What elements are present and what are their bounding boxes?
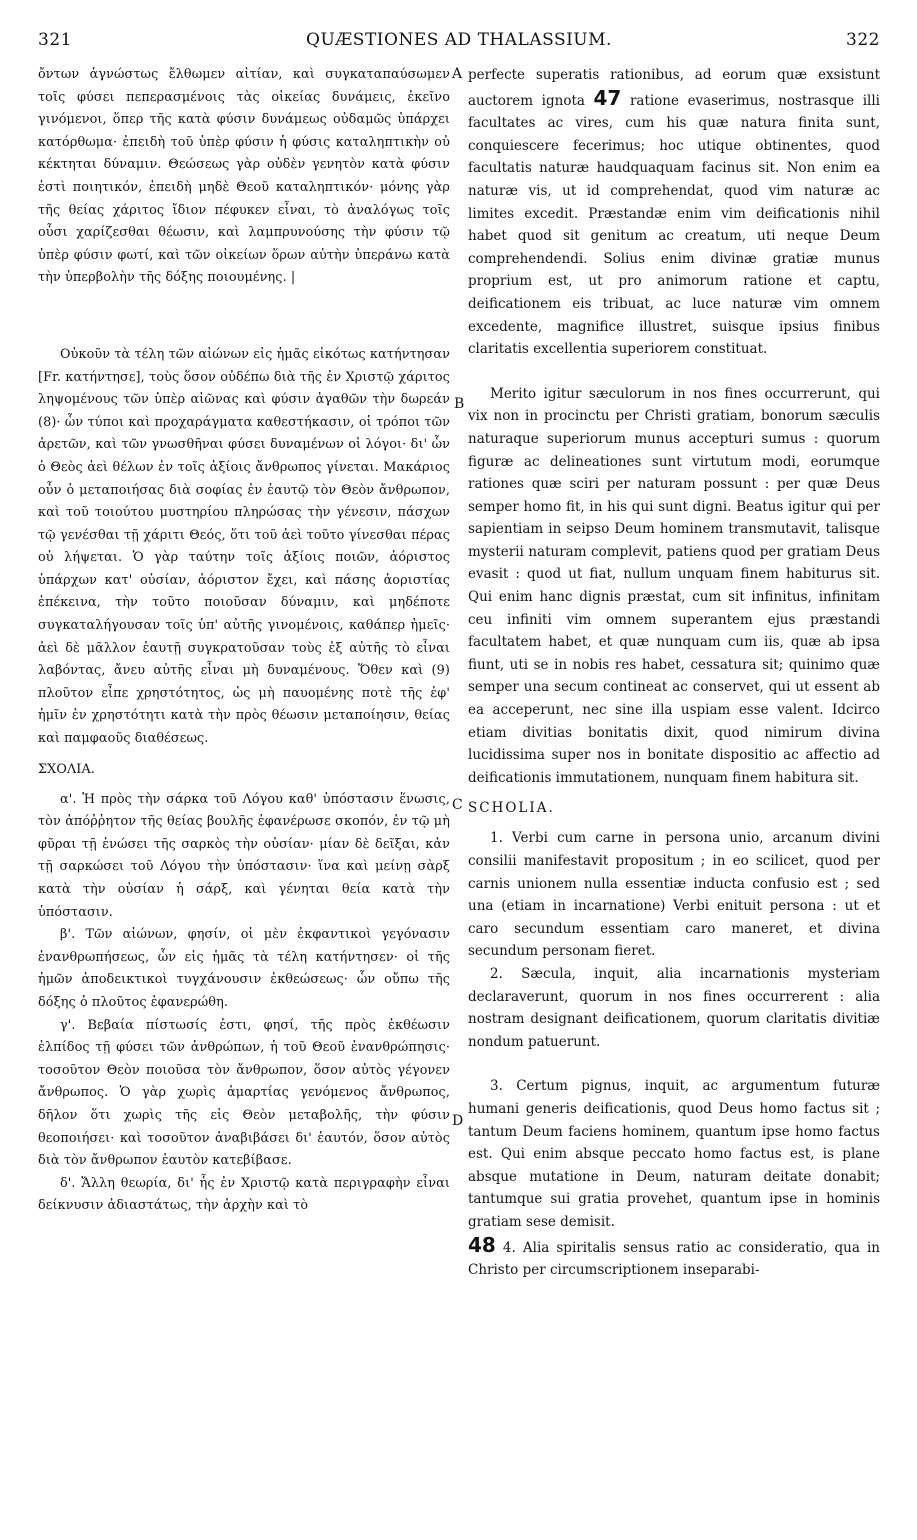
page-marker-48: 48 bbox=[468, 1232, 496, 1257]
margin-letter-b: B bbox=[454, 396, 465, 412]
running-title: QUÆSTIONES AD THALASSIUM. bbox=[306, 30, 612, 50]
margin-letter-d: D bbox=[452, 1113, 464, 1129]
latin-scholion-2: 2. Sæcula, inquit, alia incarnationis mysteriam declaraverunt, quorum in nos fines occurrerent : alia nostram designant deificationem, quorum claritatis divitiæ nondum patuerunt. bbox=[468, 965, 880, 1050]
greek-paragraph-2: Οὐκοῦν τὰ τέλη τῶν αἰώνων εἰς ἡμᾶς εἰκότως κατήντησαν [Fr. κατήντησε], τοὺς ὅσον οὐδέπω διὰ τῆς ἐν Χριστῷ χάριτος ληψομένους τῶν ὑπὲρ αἰῶνας καὶ φύσιν ἀγαθῶν τὴν δωρεάν (8)· ὧν τύποι καὶ προχαράγματα καθεστήκασιν, οἱ τρόποι τῶν ἀρετῶν, καὶ τῶν γνωσθῆναι φύσει δυναμένων οἱ λόγοι· δι' ὧν ὁ Θεὸς ἀεὶ θέλων ἐν τοῖς ἀξίοις ἄνθρωπος γίνεται. Μακάριος οὖν ὁ μεταποιήσας διὰ σοφίας ἐν ἑαυτῷ τὸν Θεὸν ἄνθρωπον, καὶ τοῦ τοιούτου μυστηρίου πληρώσας τὴν γένεσιν, πάσχων τῷ γενέσθαι τῇ χάριτι Θεός, ὅτι τοῦ ἀεὶ τοῦτο γίνεσθαι πέρας οὐ λήψεται. Ὁ γὰρ ταύτην τοῖς ἀξίοις ποιῶν, ἀόριστος ὑπάρχων κατ' οὐσίαν, ἀόριστον ἔχει, καὶ πάσης ἀοριστίας ἐπέκεινα, τὴν τοῦτο ποιοῦσαν δύναμιν, καὶ μηδέποτε συγκαταλήγουσαν τοῖς ὑπ' αὐτῆς γινομένοις, καθάπερ ἡμεῖς· ἀεὶ δὲ μᾶλλον ἑαυτῇ συγκρατοῦσαν τοὺς ἐξ αὐτῆς τὸ εἶναι λαβόντας, ἄνευ αὐτῆς εἶναι μὴ δυναμένους. Ὅθεν καὶ (9) πλοῦτον εἶπε χρηστότητος, ὡς μὴ παυομένης ποτὲ τῆς ἐφ' ἡμῖν ἐν χρηστότητι κατὰ τὴν πρὸς θέωσιν μεταποίησιν, θείας καὶ παμφαοῦς διαθέσεως. bbox=[38, 346, 450, 747]
right-page-number: 322 bbox=[846, 30, 880, 50]
latin-paragraph-1 bbox=[468, 64, 880, 361]
left-page-number: 321 bbox=[38, 30, 72, 50]
margin-letter-c: C bbox=[452, 797, 463, 813]
latin-scholion-4-line bbox=[468, 1234, 880, 1282]
latin-scholion-1: 1. Verbi cum carne in persona unio, arcanum divini consilii manifestavit propositum ; in eo scilicet, quod per carnis unionem nulla essentiæ inducta confusio est ; sed una (etiam in incarnatione) Verbi enituit persona : ut et caro secundum essentiam caro maneret, et divina secundum personam fieret. bbox=[468, 830, 880, 960]
margin-letter-a: A bbox=[452, 66, 463, 82]
latin-scholion-3: 3. Certum pignus, inquit, ac argumentum futuræ humani generis deificationis, quod Deus homo factus sit ; tantum Deum faciens hominem, quantum ipse homo factus est. Qui enim absque peccato homo factus est, is plane absque mutatione in Deum, naturam deitate donabit; tantumque sui gratia provehet, quantum ipse in hominis gratiam sese demisit. bbox=[468, 1078, 880, 1230]
latin-paragraph-1a: perfecte superatis rationibus, ad eorum quæ exsistunt auctorem ignota bbox=[468, 67, 880, 109]
greek-scholion-2: β'. Τῶν αἰώνων, φησίν, οἱ μὲν ἐκφαντικοὶ γεγόνασιν ἐνανθρωπήσεως, ὧν εἰς ἡμᾶς τὰ τέλη κατήντησεν· οἱ τῆς ἡμῶν ἀποδεικτικοὶ τυγχάνουσιν ἐκθεώσεως· ὧν οὔπω τῆς δόξης ὁ πλοῦτος ἐφανερώθη. bbox=[38, 927, 450, 1010]
greek-scholion-1: α'. Ἡ πρὸς τὴν σάρκα τοῦ Λόγου καθ' ὑπόστασιν ἕνωσις, τὸν ἀπόῤῥητον τῆς θείας βουλῆς ἐφανέρωσε σκοπόν, ἐν τῷ μὴ φῦραι τῇ ἑνώσει τῆς σαρκὸς τὴν οὐσίαν· μίαν δὲ δεῖξαι, κἀν τῇ σαρκώσει τοῦ Λόγου τὴν ὑπόστασιν· ἵνα καὶ μείνῃ σὰρξ κατὰ τὴν οὐσίαν ἡ σάρξ, καὶ γένηται θεία κατὰ τὴν ὑπόστασιν. bbox=[38, 791, 450, 920]
greek-paragraph-1: ὄντων ἀγνώστως ἔλθωμεν αἰτίαν, καὶ συγκαταπαύσωμεν τοῖς φύσει πεπερασμένοις τὰς οἰκείας δυνάμεις, ἐκεῖνο γινόμενοι, ὅπερ τῆς κατὰ φύσιν δυνάμεως οὐδαμῶς ὑπάρχει κατόρθωμα· ἐπειδὴ τοῦ ὑπὲρ φύσιν ἡ φύσις καταληπτικὴν οὐ κέκτηται δύναμιν. Θεώσεως γὰρ οὐδὲν γενητὸν κατὰ φύσιν ἐστὶ ποιητικόν, ἐπειδὴ μηδὲ Θεοῦ καταληπτικόν· μόνης γὰρ τῆς θείας χάριτος ἴδιον πέφυκεν εἶναι, τὸ ἀναλόγως τοῖς οὖσι χαρίζεσθαι θέωσιν, καὶ λαμπρυνούσης τὴν φύσιν τῷ ὑπὲρ φύσιν φωτί, καὶ τῶν οἰκείων ὅρων αὐτὴν ὑπεράνω κατὰ τὴν ὑπερβολὴν τῆς δόξης ποιουμένης. | bbox=[38, 67, 450, 286]
latin-paragraph-1b: ratione evaserimus, nostrasque illi facultates ac vires, cum his quæ natura finita sunt, conquiescere fecerimus; hoc utique obtinentes, quod facultatis naturæ haudquaquam facinus sit. Non enim ea naturæ vis, ut id comprehendat, quod vim naturæ ac limites excedit. Præstandæ enim vim deificationis nihil habet quod sit genitum ac creatum, uti neque Deum comprehendendi. Solius enim divinæ gratiæ munus proprium est, ut pro animorum ratione et captu, deificationem eis tribuat, ac luce naturæ vim omnem excedente, magnifice illustret, suisque ipsius finibus claritatis excellentia superiorem constituat. bbox=[468, 92, 880, 358]
latin-paragraph-2: Merito igitur sæculorum in nos fines occurrerunt, qui vix non in procinctu per Christi gratiam, bonorum sæculis naturaque superiorum munus accepturi sumus : quorum figuræ ac delineationes sunt virtutum modi, eorumque rationes quæ sciri per naturam possunt : per quæ Deus semper homo fit, in his qui sunt digni. Beatus igitur qui per sapientiam in seipso Deum hominem transmutavit, talisque mysterii naturam complevit, patiens quod per gratiam Deus evasit : quod ut fiat, nullum unquam finem habiturus sit. Qui enim hanc dignis præstat, cum sit infinitus, infinitam ceu infiniti vim omnem superantem ejus præstandi facultatem habet, et quæ nunquam cum iis, quæ ab ipsa fiunt, uti se in nobis res habet, cessatura sit; quinimo quæ semper una secum contineat ac conservet, qui ut essent ab ea acceperunt, nec sine illa uspiam esse valent. Idcirco etiam divitias bonitatis dixit, quod nimirum divina lucidissima super nos in bonitate dispositio ac affectio ad deificationis immutationem, nunquam finem habitura sit. bbox=[468, 385, 880, 786]
page-marker-47: 47 bbox=[593, 85, 622, 110]
latin-scholia-heading: SCHOLIA. bbox=[468, 800, 555, 817]
greek-scholion-4: δ'. Ἄλλη θεωρία, δι' ἧς ἐν Χριστῷ κατὰ περιγραφὴν εἶναι δείκνυσιν ἀδιαστάτως, τὴν ἀρχὴν καὶ τὸ bbox=[38, 1175, 450, 1214]
running-header bbox=[38, 30, 880, 54]
greek-scholia-heading: ΣΧΟΛΙΑ. bbox=[38, 761, 95, 777]
latin-scholion-4: 4. Alia spiritalis sensus ratio ac consideratio, qua in Christo per circumscriptionem inseparabi- bbox=[468, 1239, 880, 1279]
latin-column bbox=[468, 64, 880, 1282]
greek-scholion-3: γ'. Βεβαία πίστωσίς ἐστι, φησί, τῆς πρὸς ἐκθέωσιν ἐλπίδος τῇ φύσει τῶν ἀνθρώπων, ἡ τοῦ Θεοῦ ἐνανθρώπησις· τοσοῦτον Θεὸν ποιοῦσα τὸν ἄνθρωπον, ὅσον αὐτὸς γέγονεν ἄνθρωπος. Ὁ γὰρ χωρὶς ἁμαρτίας γενόμενος ἄνθρωπος, δῆλον ὅτι χωρὶς τῆς εἰς Θεὸν μεταβολῆς, τὴν φύσιν θεοποιήσει· καὶ τοσοῦτον ἀναβιβάσει δι' ἑαυτόν, ὅσον αὐτὸς διὰ τὸν ἄνθρωπον ἑαυτὸν κατεβίβασε. bbox=[38, 1017, 450, 1169]
greek-column bbox=[38, 64, 450, 1218]
